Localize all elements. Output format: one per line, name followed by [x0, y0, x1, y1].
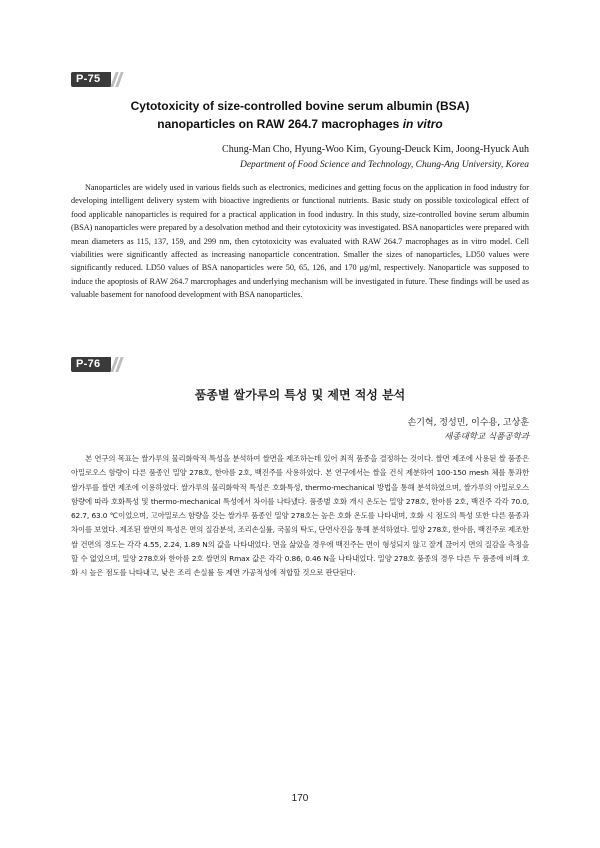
abstract-tag-p75	[71, 72, 121, 87]
abstract-title-line2	[71, 115, 529, 133]
abstract-affiliation: 세종대학교 식품공학과	[444, 432, 529, 442]
abstract-p75	[71, 97, 529, 302]
abstract-p76	[71, 386, 529, 581]
abstract-title	[71, 97, 529, 133]
abstract-title-line2-text: nanoparticles on RAW 264.7 macrophages	[157, 117, 403, 131]
abstract-tag-label: P-76	[76, 358, 101, 370]
abstract-title-line1: Cytotoxicity of size-controlled bovine serum albumin (BSA)	[130, 99, 470, 113]
abstract-authors: 손기혁, 정성민, 이수용, 고상훈	[407, 418, 529, 428]
abstract-authors: Chung-Man Cho, Hyung-Woo Kim, Gyoung-Deuck Kim, Joong-Hyuck Auh	[222, 144, 529, 155]
abstract-title-italic: in vitro	[402, 117, 443, 131]
abstract-tag-p76	[71, 357, 121, 372]
page-number: 170	[291, 793, 309, 804]
abstract-tag-label: P-75	[76, 73, 101, 85]
abstract-body: Nanoparticles are widely used in various fields such as electronics, medicines and getting focus on the application in food industry for developing intelligent delivery system with bioactive ingredients or functional nutrients. Basic study on possible toxicological effect of food applicable nanoparticles is required for a practical application in food industry. In this study, size-controlled bovine serum albumin (BSA) nanoparticles were prepared by a desolvation method and their cytotoxicity was investigated. BSA nanoparticles were prepared with mean diameters as 115, 137, 159, and 299 nm, then cytotoxicity was evaluated with RAW 264.7 macrophages as in vitro model. Cell viabilities were significantly affected as increasing nanoparticle concentration. Smaller the sizes of nanoparticles, LD50 values were significantly reduced. LD50 values of BSA nanoparticles were 50, 65, 126, and 170 μg/ml, respectively. Nanoparticle was supposed to induce the apoptosis of RAW 264.7 marcrophages and underlying mechanism will be investigated in future. These findings will be used as valuable basement for nanofood development with BSA nanoparticles.	[71, 183, 529, 300]
abstract-affiliation: Department of Food Science and Technology, Chung-Ang University, Korea	[239, 160, 529, 170]
abstract-body: 본 연구의 목표는 쌀가루의 물리화학적 특성을 분석하여 쌀면을 제조하는데 있어 최적 품종을 결정하는 것이다. 쌀면 제조에 사용된 쌀 품종은 아밀로오스 함량이 다른 품종인 밀양 278호, 한아름 2호, 백진주를 사용하였다. 본 연구에서는 쌀을 건식 제분하여 100-150 mesh 체를 통과한 쌀가루를 쌀면 제조에 이용하였다. 쌀가루의 물리화학적 특성은 호화특성, thermo-mechanical 방법을 통해 분석하였으며, 쌀가루의 아밀로오스 함량에 따라 호화특성 및 thermo-mechanical 특성에서 차이를 나타냈다. 품종별 호화 개시 온도는 밀양 278호, 한아름 2호, 백진주 각각 70.0, 62.7, 63.0 ℃이었으며, 고아밀로스 함량을 갖는 쌀가루 품종인 밀양 278호는 높은 호화 온도를 나타내며, 호화 시 점도의 특성 또한 다른 품종과 차이를 보였다. 제조된 쌀면의 특성은 면의 질감분석, 조리손실률, 국물의 탁도, 단면사진을 통해 분석하였다. 밀양 278호, 한아름, 백진주로 제조한 쌀 건면의 경도는 각각 4.55, 2.24, 1.89 N의 값을 나타내었다. 면을 삶았을 경우에 백진주는 면이 형성되지 않고 잘게 끊어지 면의 질감을 측정을 할 수 없었으며, 밀양 278호와 한아름 2호 쌀면의 Rmax 값은 각각 0.86, 0.46 N을 나타내었다. 밀양 278호 품종의 경우 다른 두 품종에 비해 호화 시 높은 점도를 나타내고, 낮은 조리 손실률 등 제면 가공적성에 적합할 것으로 판단된다.	[71, 454, 529, 578]
abstract-title: 품종별 쌀가루의 특성 및 제면 적성 분석	[194, 388, 406, 402]
